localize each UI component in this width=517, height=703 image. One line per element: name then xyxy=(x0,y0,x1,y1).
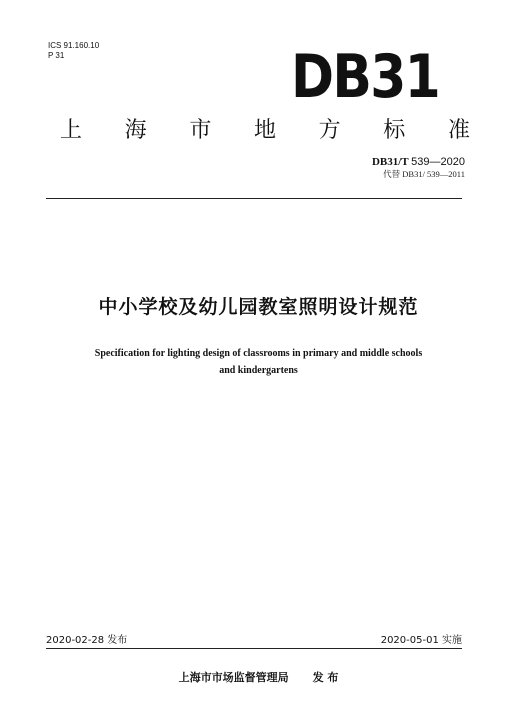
bottom-divider xyxy=(46,648,462,649)
issuer-org: 上海市市场监督管理局 xyxy=(178,671,289,684)
issuer-line xyxy=(0,669,517,685)
standard-number xyxy=(372,156,465,169)
ccs-code: P 31 xyxy=(48,51,65,60)
standard-type-char: 准 xyxy=(447,118,470,143)
standard-number-value: 539—2020 xyxy=(411,156,465,168)
classification-codes xyxy=(48,41,99,61)
standard-number-prefix: DB31/T xyxy=(371,156,412,168)
document-title-en xyxy=(50,345,467,379)
standard-number-block xyxy=(372,156,465,180)
standard-type-char: 市 xyxy=(189,118,212,143)
publish-date: 2020-02-28 发布 xyxy=(46,635,128,646)
standard-type-char: 标 xyxy=(383,118,406,143)
document-title-cn: 中小学校及幼儿园教室照明设计规范 xyxy=(98,296,419,318)
title-en-line-2: and kindergartens xyxy=(219,365,298,376)
top-divider xyxy=(46,198,462,199)
standard-type-char: 地 xyxy=(253,118,276,143)
logo-text: DB31 xyxy=(291,42,439,112)
db31-logo xyxy=(291,42,441,112)
replaces-standard: 代替 DB31/ 539—2011 xyxy=(383,169,465,179)
standard-type-char: 海 xyxy=(124,118,147,143)
issuer-action: 发 布 xyxy=(312,671,339,684)
standard-type-char: 上 xyxy=(60,118,83,143)
implement-date: 2020-05-01 实施 xyxy=(380,635,462,646)
ics-code: ICS 91.160.10 xyxy=(48,41,100,50)
title-en-line-1: Specification for lighting design of classrooms in primary and middle schools xyxy=(94,348,423,359)
standard-type-heading xyxy=(60,113,470,144)
standard-type-char: 方 xyxy=(318,118,341,143)
